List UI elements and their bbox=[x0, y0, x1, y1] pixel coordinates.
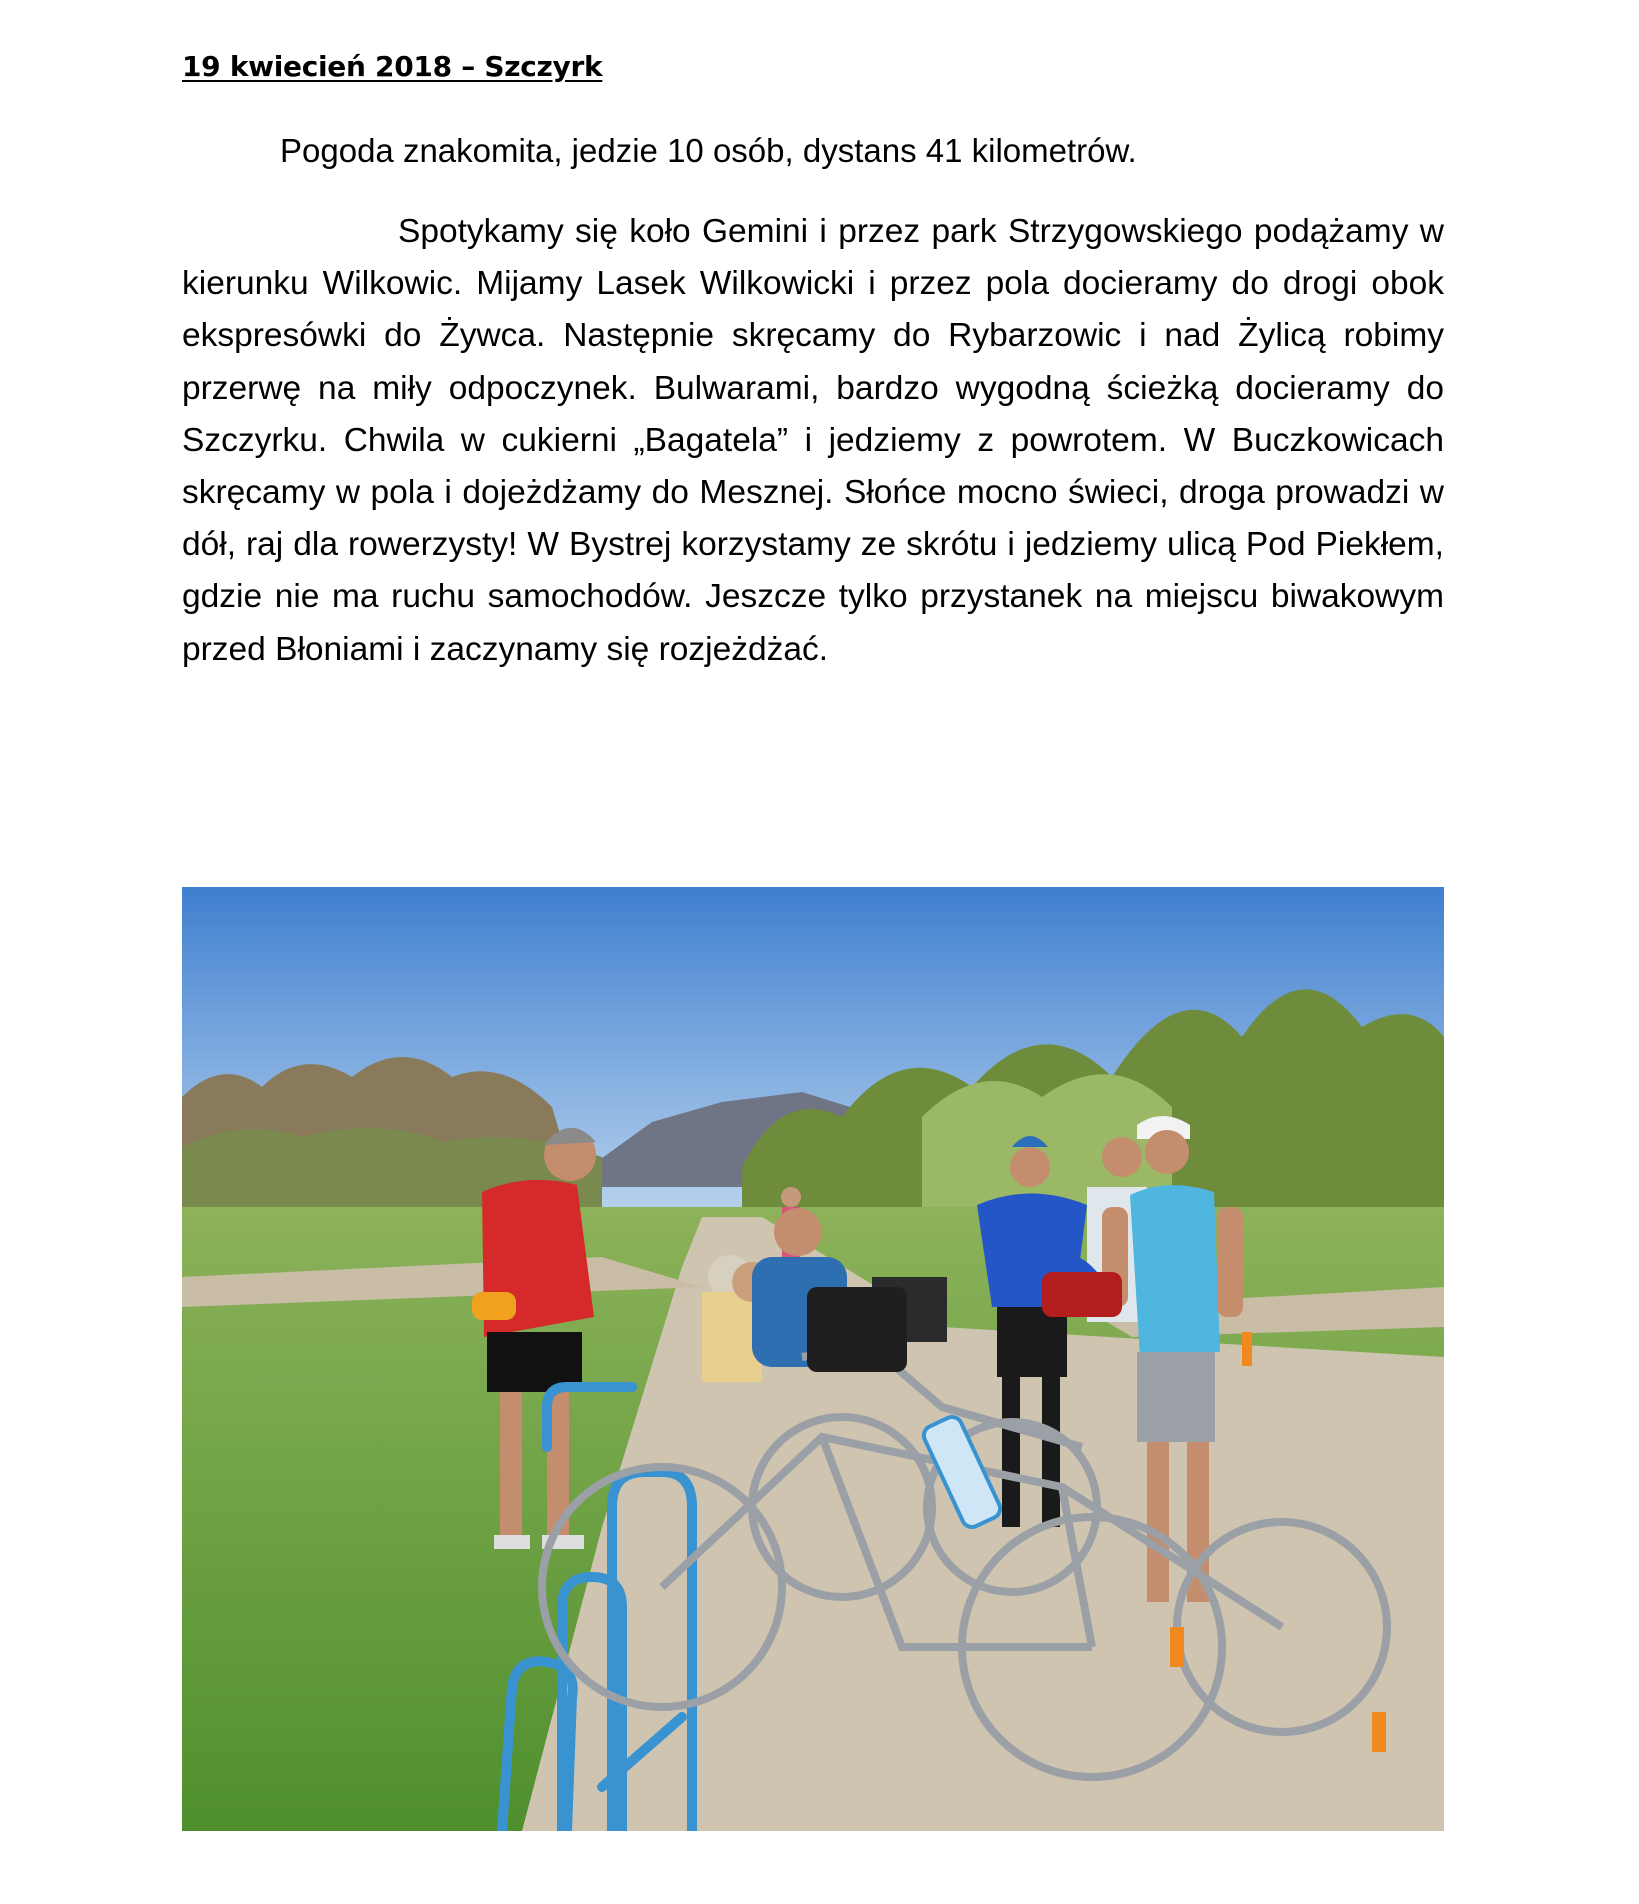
red-bag bbox=[1042, 1272, 1122, 1317]
cyclists-photo-illustration bbox=[182, 887, 1444, 1831]
bike-bag bbox=[807, 1287, 907, 1372]
trip-description: Spotykamy się koło Gemini i przez park Strzygowskiego podążamy w kierunku Wilkowic. Mijamy Lasek Wilkowicki i przez pola docieramy do drogi obok ekspresówki do Żywca. Następnie skręcamy do Rybarzowic i nad Żylicą robimy przerwę na miły odpoczynek. Bulwarami, bardzo wygodną ścieżką docieramy do Szczyrku. Chwila w cukierni „Bagatela” i jedziemy z powrotem. W Buczkowicach skręcamy w pola i dojeżdżamy do Mesznej. Słońce mocno świeci, droga prowadzi w dół, raj dla rowerzysty! W Bystrej korzystamy ze skrótu i jedziemy ulicą Pod Piekłem, gdzie nie ma ruchu samochodów. Jeszcze tylko przystanek na miejscu biwakowym przed Błoniami i zaczynamy się rozjeżdżać. bbox=[182, 213, 1444, 668]
trip-summary: Pogoda znakomita, jedzie 10 osób, dystans 41 kilometrów. bbox=[280, 132, 1137, 169]
page-title: 19 kwiecień 2018 – Szczyrk bbox=[182, 50, 603, 83]
cyclists-photo bbox=[182, 887, 1444, 1831]
